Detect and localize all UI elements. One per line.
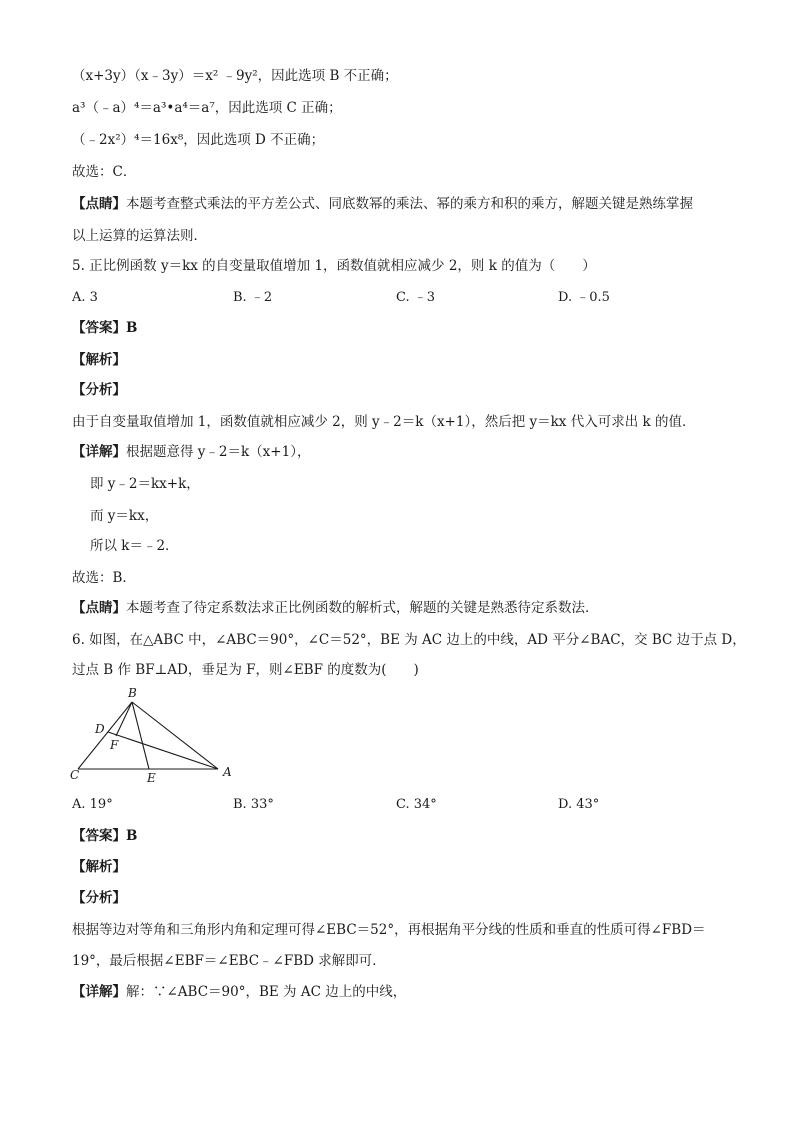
option-c: C. ﹣3 xyxy=(396,290,436,305)
detail-tag: 【详解】 xyxy=(72,444,126,460)
segment-be xyxy=(132,702,149,769)
jiexi-label: 【解析】 xyxy=(72,352,126,368)
triangle-figure xyxy=(66,683,246,787)
triangle-diagram xyxy=(66,683,246,787)
text-line: （﹣2x²）⁴＝16x⁸，因此选项 D 不正确； xyxy=(72,132,325,148)
segment-ad xyxy=(108,732,218,769)
comment-tag: 【点睛】 xyxy=(72,196,126,212)
question-6-stem-cont: 过点 B 作 BF⊥AD，垂足为 F，则∠EBF 的度数为( ) xyxy=(72,662,419,678)
option-b: B. ﹣2 xyxy=(233,290,273,305)
fenxi-text: 根据等边对等角和三角形内角和定理可得∠EBC＝52°，再根据角平分线的性质和垂直的性质可得∠FBD＝ xyxy=(72,922,706,938)
detail-line: 而 y＝kx， xyxy=(90,508,159,524)
fenxi-label: 【分析】 xyxy=(72,382,126,398)
detail-tag: 【详解】 xyxy=(72,984,126,1000)
choose-line: 故选：B． xyxy=(72,570,136,586)
detail-text: 解：∵∠ABC＝90°，BE 为 AC 边上的中线， xyxy=(126,984,407,1000)
text-line: 以上运算的运算法则． xyxy=(72,228,207,244)
text-line: 故选：C． xyxy=(72,164,137,180)
question-5-stem: 5. 正比例函数 y＝kx 的自变量取值增加 1，函数值就相应减少 2，则 k 的值为（ ） xyxy=(72,258,596,274)
question-6-stem: 6. 如图，在△ABC 中，∠ABC＝90°，∠C＝52°，BE 为 AC 边上的中线，AD 平分∠BAC，交 BC 边于点 D， xyxy=(72,632,746,648)
detail-line xyxy=(72,982,406,1002)
answer-label: 【答案】B xyxy=(72,828,138,844)
label-c: C xyxy=(70,768,80,782)
option-a: A. 3 xyxy=(72,290,98,305)
label-f: F xyxy=(110,738,119,752)
segment-bc xyxy=(78,702,132,769)
text-line: a³（﹣a）⁴＝a³•a⁴＝a⁷，因此选项 C 正确； xyxy=(72,100,342,116)
label-a: A xyxy=(223,765,232,779)
text-line: （x+3y）（x﹣3y）＝x² ﹣9y²，因此选项 B 不正确； xyxy=(72,68,398,84)
detail-line: 即 y﹣2＝kx+k， xyxy=(90,476,200,492)
fenxi-label: 【分析】 xyxy=(72,890,126,906)
option-a: A. 19° xyxy=(72,797,113,812)
comment-text: 本题考查了待定系数法求正比例函数的解析式，解题的关键是熟悉待定系数法． xyxy=(126,600,599,616)
label-b: B xyxy=(128,686,137,700)
option-d: D. 43° xyxy=(558,797,600,812)
fenxi-text: 由于自变量取值增加 1，函数值就相应减少 2，则 y﹣2＝k（x+1），然后把 y＝kx 代入可求出 k 的值． xyxy=(72,414,696,430)
comment-line xyxy=(72,598,599,618)
comment-tag: 【点睛】 xyxy=(72,600,126,616)
label-d: D xyxy=(95,722,105,736)
option-b: B. 33° xyxy=(233,797,274,812)
comment-text: 本题考查整式乘法的平方差公式、同底数幂的乘法、幂的乘方和积的乘方，解题关键是熟练掌握 xyxy=(126,196,693,212)
detail-line: 所以 k＝﹣2． xyxy=(90,538,179,554)
segment-ba xyxy=(132,702,218,769)
jiexi-label: 【解析】 xyxy=(72,859,126,875)
detail-line xyxy=(72,442,310,462)
option-d: D. ﹣0.5 xyxy=(558,290,610,305)
detail-text: 根据题意得 y﹣2＝k（x+1）， xyxy=(126,444,311,460)
fenxi-text-cont: 19°，最后根据∠EBF＝∠EBC﹣∠FBD 求解即可． xyxy=(72,953,386,969)
option-c: C. 34° xyxy=(396,797,437,812)
label-e: E xyxy=(147,771,156,785)
answer-label: 【答案】B xyxy=(72,320,138,336)
comment-line xyxy=(72,194,693,214)
